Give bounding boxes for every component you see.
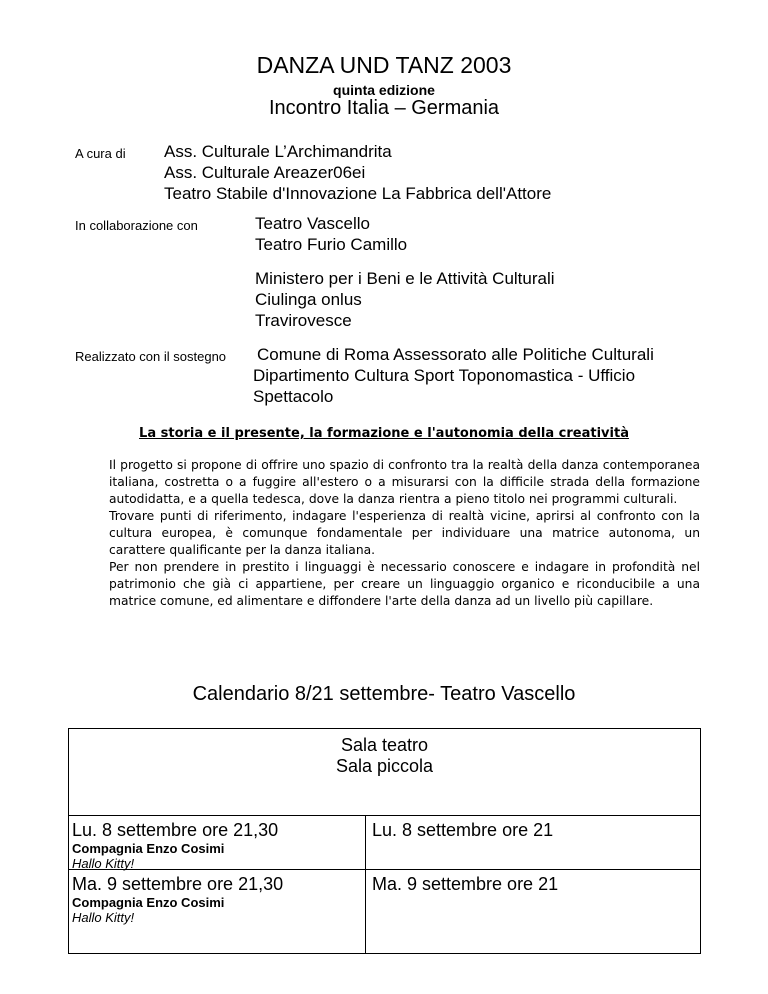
event-date: Ma. 9 settembre ore 21 <box>372 874 559 894</box>
collab-list-2 <box>255 268 555 331</box>
cura-item: Ass. Culturale Areazer06ei <box>164 163 366 182</box>
paragraph: Il progetto si propone di offrire uno spazio di confronto tra la realtà della danza contemporanea italiana, costretta o a fuggire all'estero o a misurarsi con la difficile strada della formazione autodidatta, e a quella tedesca, dove la danza rientra a pieno titolo nei programmi culturali. <box>109 458 700 506</box>
collab-item: Teatro Vascello <box>255 214 370 233</box>
event-date: Ma. 9 settembre ore 21,30 <box>72 874 284 894</box>
paragraph: Trovare punti di riferimento, indagare l'esperienza di realtà vicine, aprirsi al confronto con la cultura europea, è comunque fondamentale per individuare una matrice autonoma, un carattere qualificante per la danza italiana. <box>109 509 700 557</box>
header-line: Sala piccola <box>335 756 434 776</box>
cura-label: A cura di <box>75 146 126 161</box>
sostegno-continuation <box>253 365 635 407</box>
document-title: DANZA UND TANZ 2003 <box>256 52 512 78</box>
event-date: Lu. 8 settembre ore 21,30 <box>72 820 279 840</box>
sostegno-label: Realizzato con il sostegno <box>75 349 227 364</box>
sostegno-line: Dipartimento Cultura Sport Toponomastica - Ufficio <box>253 366 636 385</box>
collab-item: Ciulinga onlus <box>255 290 362 309</box>
table-header <box>69 735 700 777</box>
project-description <box>109 457 700 610</box>
header-line: Sala teatro <box>340 735 429 755</box>
collab-item: Ministero per i Beni e le Attività Culturali <box>255 269 555 288</box>
paragraph: Per non prendere in prestito i linguaggi è necessario conoscere e indagare in profondità nel patrimonio che già ci appartiene, per creare un linguaggio organico e riconducibile a una matrice comune, ed alimentare e diffondere l'arte della danza ad un livello più capillare. <box>109 560 700 608</box>
sostegno-line: Spettacolo <box>253 387 334 406</box>
collab-item: Travirovesce <box>255 311 352 330</box>
company-name: Compagnia Enzo Cosimi <box>72 841 225 856</box>
cura-item: Ass. Culturale L’Archimandrita <box>164 142 392 161</box>
calendar-title: Calendario 8/21 settembre- Teatro Vascello <box>192 683 576 705</box>
event-date: Lu. 8 settembre ore 21 <box>372 820 554 840</box>
company-name: Compagnia Enzo Cosimi <box>72 895 225 910</box>
cura-list <box>164 141 551 204</box>
show-title: Hallo Kitty! <box>72 910 135 925</box>
edition-label: quinta edizione <box>333 82 435 98</box>
show-title: Hallo Kitty! <box>72 856 135 871</box>
cura-item: Teatro Stabile d'Innovazione La Fabbrica dell'Attore <box>164 184 552 203</box>
table-row <box>72 820 278 871</box>
section-heading: La storia e il presente, la formazione e l'autonomia della creatività <box>139 426 629 441</box>
table-row <box>72 874 283 925</box>
collab-list-1 <box>255 213 407 255</box>
collab-label: In collaborazione con <box>75 218 198 233</box>
table-divider <box>69 815 700 816</box>
calendar-table <box>68 728 701 954</box>
column-divider <box>365 816 366 953</box>
sostegno-line: Comune di Roma Assessorato alle Politiche Culturali <box>257 345 654 364</box>
collab-item: Teatro Furio Camillo <box>255 235 408 254</box>
document-subtitle: Incontro Italia – Germania <box>268 97 500 119</box>
